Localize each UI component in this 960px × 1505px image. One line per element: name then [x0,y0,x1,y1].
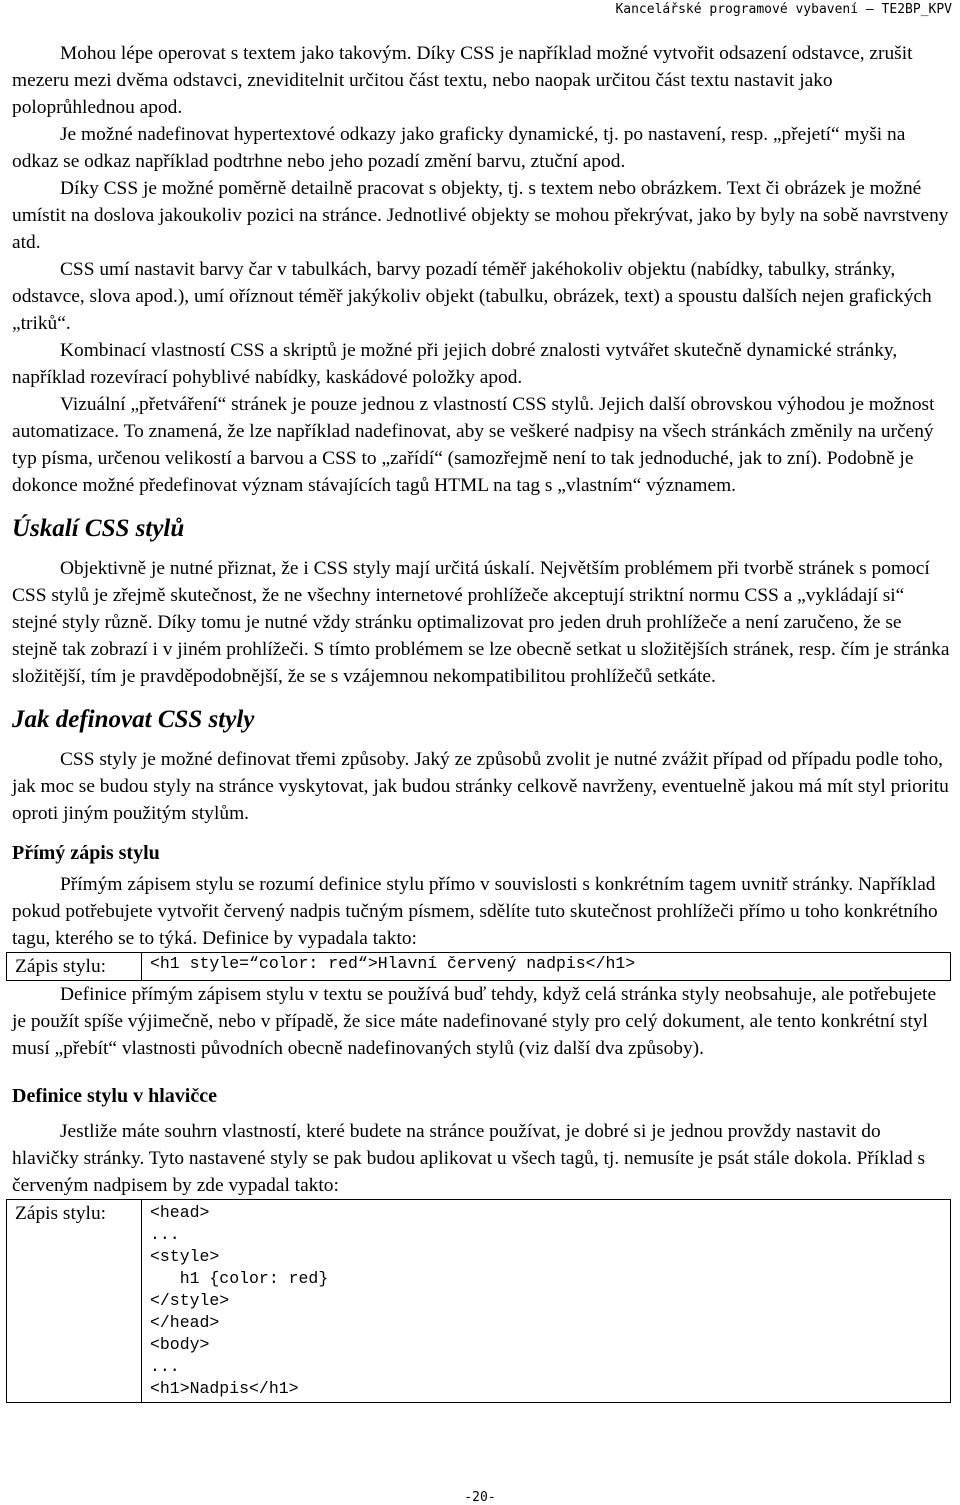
paragraph: CSS styly je možné definovat třemi způsoby. Jaký ze způsobů zvolit je nutné zvážit případ od případu podle toho, jak moc se budou styly na stránce vyskytovat, jak budou stránky celkově navrženy, eventuelně jakou má mít styl prioritu oproti jiným použitým stylům. [12,749,949,824]
code-example-table [6,952,951,981]
paragraph: Jestliže máte souhrn vlastností, které budete na stránce používat, je dobré si je jednou provždy nastavit do hlavičky stránky. Tyto nastavené styly se pak budou aplikovat u všech tagů, tj. nemusíte je psát stále dokola. Příklad s červeným nadpisem by zde vypadal takto: [12,1121,926,1196]
paragraph: Je možné nadefinovat hypertextové odkazy jako graficky dynamické, tj. po nastavení, resp. „přejetí“ myši na odkaz se odkaz například podtrhne nebo jeho pozadí změní barvu, ztuční apod. [12,124,906,172]
subsection-heading-hlavicka: Definice stylu v hlavičce [12,1085,217,1107]
paragraph: Přímým zápisem stylu se rozumí definice stylu přímo v souvislosti s konkrétním tagem uvnitř stránky. Například pokud potřebujete vytvořit červený nadpis tučným písmem, sdělíte tuto skutečnost prohlížeči přímo u toho konkrétního tagu, kterého se to týká. Definice by vypadala takto: [12,874,938,949]
code-label: Zápis stylu: [7,1200,142,1403]
paragraph: Objektivně je nutné přiznat, že i CSS styly mají určitá úskalí. Největším problémem při tvorbě stránek s pomocí CSS stylů je zřejmě skutečnost, že ne všechny internetové prohlížeče akceptují striktní normu CSS a „vykládají si“ stejné styly různě. Díky tomu je nutné vždy stránku optimalizovat pro jeden druh prohlížeče a není zaručeno, že se stejně tak zobrazí i v jiném prohlížeči. S tímto problémem se lze obecně setkat u složitějších stránek, resp. čím je stránka složitější, tím je pravděpodobnější, že se s vzájemnou nekompatibilitou prohlížečů setkáte. [12,558,950,687]
page-number: -20- [464,1490,496,1505]
paragraph: CSS umí nastavit barvy čar v tabulkách, barvy pozadí téměř jakéhokoliv objektu (nabídky, tabulky, stránky, odstavce, slova apod.), umí oříznout téměř jakýkoliv objekt (tabulku, obrázek, text) a spoustu dalších nejen grafických „triků“. [12,259,932,334]
page-header: Kancelářské programové vybavení – TE2BP_KPV [615,2,952,17]
section-heading-definovat: Jak definovat CSS styly [12,706,255,733]
paragraph: Vizuální „přetváření“ stránek je pouze jednou z vlastností CSS stylů. Jejich další obrovskou výhodou je možnost automatizace. To znamená, že lze například nadefinovat, aby se veškeré nadpisy na všech stránkách změnily na určený typ písma, určenou velikostí a barvou a CSS to „zařídí“ (samozřejmě není to tak jednoduché, jak to zní). Podobně je dokonce možné předefinovat význam stávajících tagů HTML na tag s „vlastním“ významem. [12,394,935,496]
code-example-table [6,1199,951,1403]
section-heading-uskali: Úskalí CSS stylů [12,515,185,542]
subsection-heading-primy: Přímý zápis stylu [12,842,160,864]
code-block: <head> ... <style> h1 {color: red} </style> </head> <body> ... <h1>Nadpis</h1> [142,1200,951,1403]
code-label: Zápis stylu: [7,953,142,981]
document-body [12,40,950,1403]
code-block: <h1 style=“color: red“>Hlavní červený nadpis</h1> [142,953,951,981]
paragraph: Definice přímým zápisem stylu v textu se používá buď tehdy, když celá stránka styly neobsahuje, ale potřebujete je použít spíše výjimečně, nebo v případě, že sice máte nadefinované styly pro celý dokument, ale tento konkrétní styl musí „přebít“ vlastnosti původních obecně nadefinovaných stylů (viz další dva způsoby). [12,984,937,1059]
paragraph: Mohou lépe operovat s textem jako takovým. Díky CSS je například možné vytvořit odsazení odstavce, zrušit mezeru mezi dvěma odstavci, zneviditelnit určitou část textu, nebo naopak určitou část textu nastavit jako poloprůhlednou apod. [12,43,913,118]
paragraph: Kombinací vlastností CSS a skriptů je možné při jejich dobré znalosti vytvářet skutečně dynamické stránky, například rozevírací pohyblivé nabídky, kaskádové položky apod. [12,340,898,388]
paragraph: Díky CSS je možné poměrně detailně pracovat s objekty, tj. s textem nebo obrázkem. Text či obrázek je možné umístit na doslova jakoukoliv pozici na stránce. Jednotlivé objekty se mohou překrývat, jako by byly na sobě navrstveny atd. [12,178,949,253]
